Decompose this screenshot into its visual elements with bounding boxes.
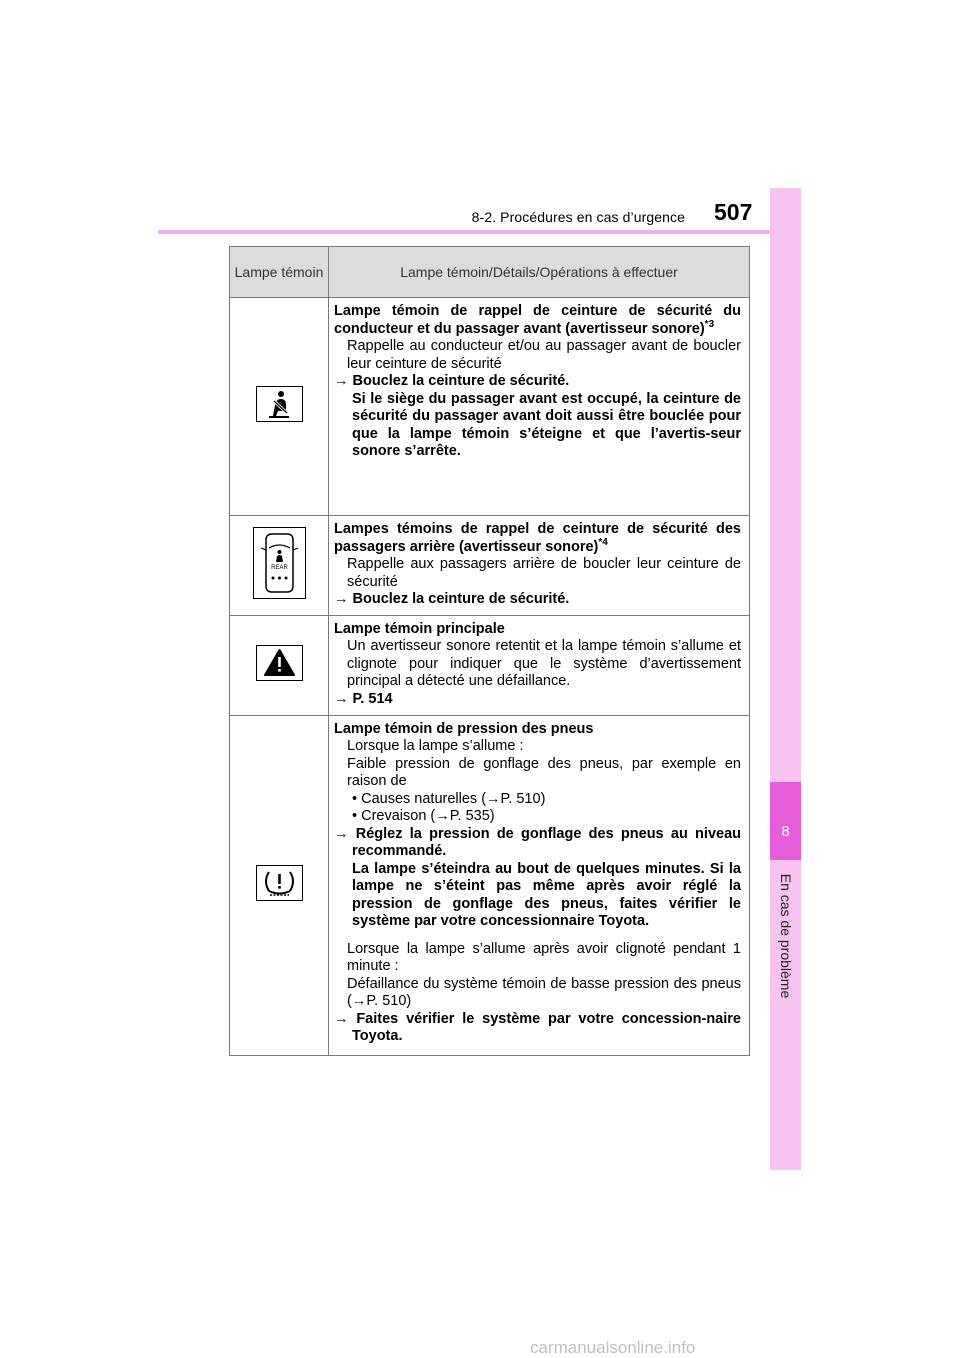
- page-ref-link[interactable]: P. 510): [366, 993, 412, 1009]
- arrow-icon: →: [334, 1010, 349, 1027]
- page-ref-link[interactable]: P. 510): [500, 790, 546, 807]
- col-header-lamp: Lampe témoin: [230, 247, 329, 298]
- lamp-action[interactable]: → P. 514: [334, 690, 393, 707]
- side-tab-label: En cas de problème: [778, 873, 794, 999]
- icon-cell: [230, 298, 329, 516]
- list-item: • Crevaison (→P. 535): [352, 808, 495, 824]
- list-item: • Causes naturelles (→P. 510): [352, 790, 546, 807]
- page-ref-link[interactable]: P. 535): [449, 808, 495, 824]
- rear-label: REAR: [270, 564, 288, 571]
- table-row: [230, 615, 750, 715]
- seatbelt-warning-icon: [256, 386, 303, 422]
- arrow-icon: →: [334, 825, 349, 842]
- warning-lamp-table: [229, 246, 750, 1056]
- lamp-title: Lampe témoin de pression des pneus: [334, 720, 594, 737]
- section-title: 8-2. Procédures en cas d’urgence: [471, 209, 685, 225]
- lamp-action: → Bouclez la ceinture de sécurité.: [334, 591, 570, 607]
- icon-cell: [230, 615, 329, 715]
- page-number: 507: [714, 199, 753, 225]
- lamp-action: → Faites vérifier le système par votre concession-naire Toyota.: [334, 1010, 741, 1044]
- lamp-action-detail: La lampe s’éteindra au bout de quelques minutes. Si la lampe ne s’éteint pas même après avoir réglé la pression de gonflage des pneus, faites vérifier le système par votre concessionnaire Toyota.: [352, 860, 741, 929]
- side-tab-number: 8: [781, 823, 790, 840]
- lamp-action-detail: Si le siège du passager avant est occupé, la ceinture de sécurité du passager avant doit aussi être bouclée pour que la lampe témoin s’éteigne et que l’avertis-seur sonore s’arrête.: [352, 390, 741, 459]
- footnote-marker: *3: [704, 318, 715, 330]
- side-tab: [770, 188, 801, 1170]
- details-cell: [329, 516, 750, 616]
- arrow-icon: →: [435, 808, 450, 824]
- lamp-description: Un avertisseur sonore retentit et la lampe témoin s’allume et clignote pour indiquer que le système d’avertissement principal a détecté une défaillance.: [347, 638, 741, 689]
- icon-cell: [230, 516, 329, 616]
- lamp-title: Lampes témoins de rappel de ceinture de sécurité des passagers arrière (avertisseur sonore)$^{*4}$: [334, 521, 741, 555]
- col-header-details: Lampe témoin/Détails/Opérations à effectuer: [329, 247, 750, 298]
- details-cell: [329, 298, 750, 516]
- arrow-icon: →: [351, 993, 367, 1009]
- lamp-action: → Réglez la pression de gonflage des pneus au niveau recommandé.: [334, 825, 741, 859]
- lamp-description: Rappelle aux passagers arrière de boucler leur ceinture de sécurité: [347, 556, 741, 590]
- table-header-row: [230, 247, 750, 298]
- arrow-icon: →: [334, 373, 349, 389]
- table-row: [230, 715, 750, 1055]
- lamp-action: → Bouclez la ceinture de sécurité.: [334, 373, 570, 389]
- footnote-marker: *4: [598, 536, 608, 548]
- arrow-icon: →: [334, 690, 349, 707]
- lamp-description: Rappelle au conducteur et/ou au passager avant de boucler leur ceinture de sécurité: [347, 338, 741, 372]
- rear-seatbelt-warning-icon: [253, 527, 306, 599]
- lamp-title: Lampe témoin principale: [334, 620, 505, 637]
- details-cell: [329, 615, 750, 715]
- footer-watermark: carmanualsonline.info: [530, 1338, 696, 1357]
- lamp-description: Faible pression de gonflage des pneus, par exemple en raison de: [347, 755, 741, 789]
- side-tab-active[interactable]: [770, 782, 801, 860]
- tire-pressure-warning-icon: [256, 865, 303, 901]
- master-warning-icon: [256, 645, 303, 681]
- lamp-condition: Lorsque la lampe s’allume après avoir clignoté pendant 1 minute :: [347, 940, 741, 974]
- header-rule: [158, 230, 800, 234]
- icon-cell: [230, 715, 329, 1055]
- lamp-condition: Lorsque la lampe s’allume :: [347, 738, 524, 754]
- arrow-icon: →: [486, 790, 501, 807]
- lamp-title: Lampe témoin de rappel de ceinture de sécurité du conducteur et du passager avant (avertisseur sonore)$^{*3}$: [334, 303, 741, 337]
- lamp-description: Défaillance du système témoin de basse pression des pneus (→P. 510): [347, 975, 741, 1009]
- table-row: [230, 516, 750, 616]
- arrow-icon: →: [334, 591, 349, 607]
- table-row: [230, 298, 750, 516]
- details-cell: [329, 715, 750, 1055]
